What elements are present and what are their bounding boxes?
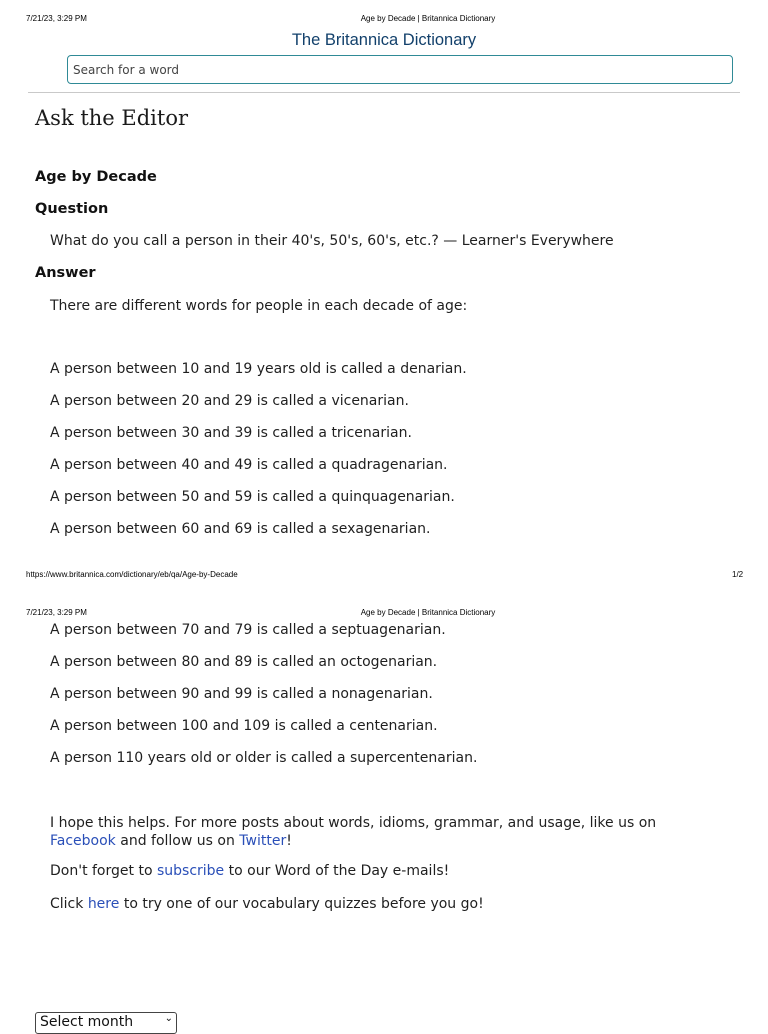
subscribe-paragraph bbox=[50, 863, 449, 879]
question-text: What do you call a person in their 40's, 50's, 60's, etc.? — Learner's Everywhere bbox=[50, 233, 614, 249]
print-title: Age by Decade | Britannica Dictionary bbox=[360, 14, 496, 23]
answer-intro: There are different words for people in each decade of age: bbox=[50, 298, 468, 314]
twitter-link[interactable]: Twitter bbox=[239, 833, 287, 849]
print-date: 7/21/23, 3:29 PM bbox=[26, 608, 87, 617]
closing-text: ! bbox=[286, 833, 292, 849]
subscribe-text: Don't forget to bbox=[50, 863, 157, 879]
month-select-value: Select month bbox=[40, 1014, 134, 1030]
decade-item: A person between 40 and 49 is called a quadragenarian. bbox=[50, 457, 448, 473]
print-date: 7/21/23, 3:29 PM bbox=[26, 14, 87, 23]
closing-text: and follow us on bbox=[115, 833, 240, 849]
closing-text: I hope this helps. For more posts about words, idioms, grammar, and usage, like us on bbox=[50, 815, 657, 831]
decade-item: A person between 90 and 99 is called a nonagenarian. bbox=[50, 686, 433, 702]
search-input[interactable] bbox=[67, 55, 733, 84]
quiz-here-link[interactable]: here bbox=[87, 896, 120, 912]
decade-item: A person 110 years old or older is called a supercentenarian. bbox=[50, 750, 478, 766]
closing-paragraph bbox=[50, 814, 690, 850]
chevron-down-icon: ⌄ bbox=[164, 1013, 173, 1024]
subscribe-text: to our Word of the Day e-mails! bbox=[224, 863, 450, 879]
header-divider bbox=[28, 92, 740, 93]
print-title: Age by Decade | Britannica Dictionary bbox=[360, 608, 496, 617]
section-title: Ask the Editor bbox=[35, 106, 189, 130]
decade-item: A person between 20 and 29 is called a vicenarian. bbox=[50, 393, 409, 409]
quiz-text: to try one of our vocabulary quizzes before you go! bbox=[119, 896, 484, 912]
quiz-paragraph bbox=[50, 896, 484, 912]
decade-item: A person between 70 and 79 is called a septuagenarian. bbox=[50, 622, 446, 638]
quiz-text: Click bbox=[50, 896, 88, 912]
decade-item: A person between 10 and 19 years old is called a denarian. bbox=[50, 361, 467, 377]
decade-item: A person between 30 and 39 is called a tricenarian. bbox=[50, 425, 412, 441]
print-page-number: 1/2 bbox=[732, 570, 744, 579]
decade-item: A person between 100 and 109 is called a centenarian. bbox=[50, 718, 438, 734]
facebook-link[interactable]: Facebook bbox=[50, 833, 116, 849]
article-title: Age by Decade bbox=[35, 169, 157, 185]
decade-item: A person between 50 and 59 is called a quinquagenarian. bbox=[50, 489, 455, 505]
decade-item: A person between 80 and 89 is called an octogenarian. bbox=[50, 654, 438, 670]
site-title[interactable]: The Britannica Dictionary bbox=[291, 31, 477, 49]
month-select[interactable] bbox=[35, 1012, 177, 1034]
answer-label: Answer bbox=[35, 265, 96, 281]
question-label: Question bbox=[35, 201, 109, 217]
decade-item: A person between 60 and 69 is called a sexagenarian. bbox=[50, 521, 431, 537]
print-url: https://www.britannica.com/dictionary/eb/qa/Age-by-Decade bbox=[26, 570, 238, 579]
subscribe-link[interactable]: subscribe bbox=[156, 863, 225, 879]
